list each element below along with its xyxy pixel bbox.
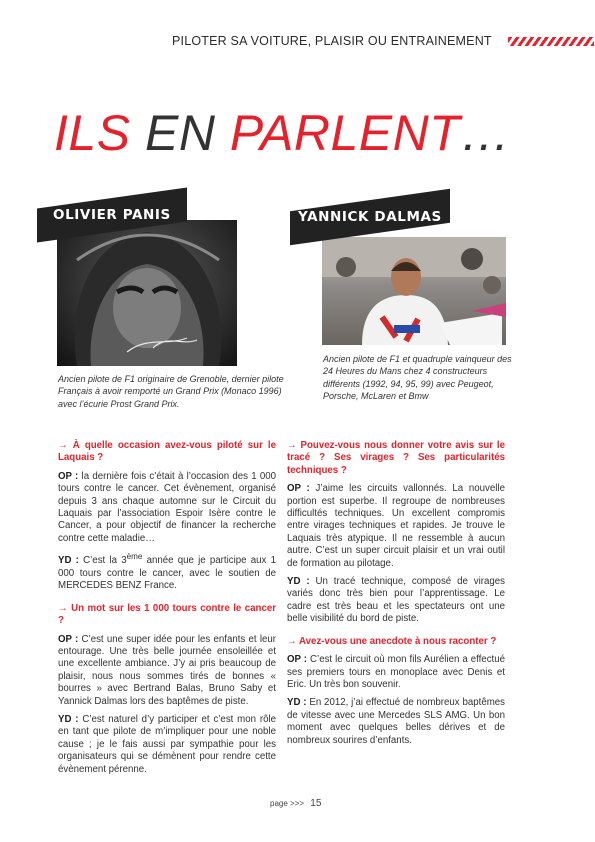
question-1 (58, 440, 276, 465)
page-label: page (270, 799, 288, 808)
answer-text: année que je participe aux 1 000 tours contre le cancer, avec le soutien de MERCEDES BENZ France. (58, 555, 276, 592)
interview-right-column (287, 440, 505, 753)
name-olivier-panis: OLIVIER PANIS (53, 207, 171, 223)
answer-text: la dernière fois c’était à l’occasion des 1 000 tours contre le cancer. Cet évènement, organisé depuis 3 ans chaque automne sur le Circuit du Laquais par l’association Espoir Isère contre le Cancer, a pour objectif de financer la recherche contre cette maladie… (58, 470, 277, 544)
speaker-label: OP : (58, 633, 79, 645)
question-text: Pouvez-vous nous donner votre avis sur le tracé ? Ses virages ? Ses particularités techniques ? (287, 440, 505, 476)
page-footer (270, 798, 321, 809)
answer-text: J’aime les circuits vallonnés. La nouvelle portion est superbe. Il regroupe de nombreuses difficultés techniques. Un excellent compromis entre virages techniques et rapides. Je trouve le Laquais très atypique. Il ne ressemble à aucun autre. C’est un super circuit plaisir et un vrai outil de formation au pilotage. (287, 483, 505, 569)
question-4 (287, 636, 505, 648)
arrow-icon: → (58, 602, 68, 614)
question-text: Avez-vous une anecdote à nous raconter ? (299, 635, 497, 647)
interview-left-column (58, 440, 276, 782)
question-text: À quelle occasion avez-vous piloté sur le Laquais ? (58, 440, 276, 464)
question-text: Un mot sur les 1 000 tours contre le cancer ? (58, 602, 276, 627)
answer-text: C’est la 3 (83, 555, 127, 567)
answer-yd-4 (287, 697, 505, 747)
caption-yannick-dalmas: Ancien pilote de F1 et quadruple vainqueur des 24 Heures du Mans chez 4 constructeurs différents (1992, 94, 95, 99) avec Peugeot, Porsche, McLaren et Bmw (323, 354, 512, 402)
name-yannick-dalmas: YANNICK DALMAS (298, 209, 442, 226)
driver-signing-icon (322, 237, 506, 345)
section-rubric: PILOTER SA VOITURE, PLAISIR OU ENTRAINEMENT (172, 34, 492, 48)
answer-text: C’est le circuit où mon fils Aurélien a effectué ses premiers tours en monoplace avec Denis et Eric. Un très bon souvenir. (287, 654, 505, 690)
caption-olivier-panis: Ancien pilote de F1 originaire de Grenoble, dernier pilote Français à avoir remporté un Grand Prix (Monaco 1996) avec l’écurie Prost Grand Prix. (58, 374, 284, 409)
title-ellipsis: … (460, 105, 511, 161)
speaker-label: OP : (287, 483, 310, 495)
answer-yd-1 (58, 551, 276, 592)
page-chevrons: >>> (290, 799, 305, 808)
answer-yd-3 (287, 576, 505, 626)
speaker-label: YD : (287, 697, 307, 709)
decorative-stripes (508, 37, 594, 46)
speaker-label: OP : (58, 470, 79, 482)
answer-op-2 (58, 634, 276, 708)
answer-text: C’est naturel d’y participer et c’est mon rôle en tant que pilote de m’impliquer pour une noble cause ; je le fais aussi par sympathie pour les organisateurs qui se démènent pour rendre cette évènement pérenne. (58, 713, 276, 775)
arrow-icon: → (287, 440, 297, 451)
answer-superscript: ème (126, 552, 143, 562)
answer-text: En 2012, j’ai effectué de nombreux baptêmes de vitesse avec une Mercedes SLS AMG. Un bon moment avec quelques belles dérives et de nombreux sourires d’enfants. (287, 697, 506, 746)
question-2 (58, 603, 276, 628)
photo-yannick-dalmas (322, 237, 506, 345)
answer-op-3 (287, 483, 505, 570)
arrow-icon: → (287, 635, 297, 647)
title-word-en: EN (144, 105, 216, 161)
answer-text: C’est une super idée pour les enfants et leur entourage. Une très belle journée ensoleillée et une excellente ambiance. J’y ai pris beaucoup de plaisir, nous nous sommes tirés de bonnes « bourres » avec Bertrand Balas, Bruno Saby et Yannick Dalmas lors des baptêmes de piste. (58, 633, 276, 707)
speaker-label: YD : (287, 576, 310, 588)
answer-op-1 (58, 471, 276, 545)
speaker-label: YD : (58, 555, 79, 567)
answer-yd-2 (58, 714, 276, 776)
answer-op-4 (287, 654, 505, 691)
question-3 (287, 440, 505, 477)
helmet-portrait-icon (57, 220, 237, 366)
page-title (54, 104, 511, 162)
title-word-parlent: PARLENT (229, 105, 461, 161)
answer-text: Un tracé technique, composé de virages variés donc très bien pour l’apprentissage. Le cadre est très beau et les spectateurs ont une belle visibilité du bord de piste. (287, 576, 505, 625)
title-word-ils: ILS (54, 105, 131, 161)
page-number: 15 (310, 798, 322, 809)
speaker-label: YD : (58, 713, 79, 725)
photo-olivier-panis (57, 220, 237, 366)
speaker-label: OP : (287, 654, 308, 666)
arrow-icon: → (58, 440, 68, 451)
